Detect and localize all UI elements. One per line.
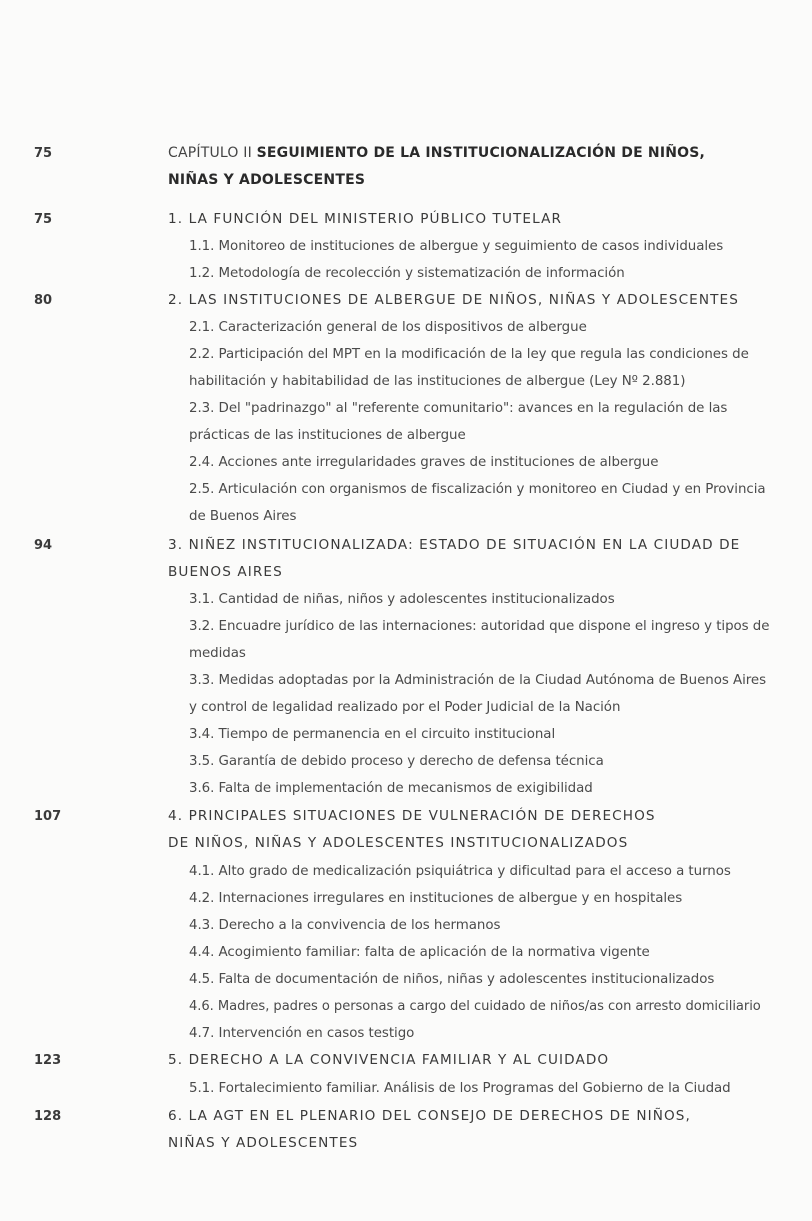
toc-section-3-continued [0, 559, 812, 586]
page-speck-mark [766, 1172, 774, 1178]
toc-subsection [0, 233, 812, 260]
toc-subsection [0, 775, 812, 802]
subsection-title: 3.6. Falta de implementación de mecanismos de exigibilidad [189, 781, 593, 796]
subsection-title: 4.4. Acogimiento familiar: falta de aplicación de la normativa vigente [189, 945, 650, 960]
subsection-title-continued: medidas [189, 646, 246, 661]
section-page-number: 123 [34, 1053, 62, 1068]
subsection-title: 2.1. Caracterización general de los dispositivos de albergue [189, 320, 587, 335]
subsection-title: 4.6. Madres, padres o personas a cargo del cuidado de niños/as con arresto domiciliario [189, 999, 761, 1014]
toc-subsection [0, 721, 812, 748]
subsection-title-continued: y control de legalidad realizado por el Poder Judicial de la Nación [189, 700, 621, 715]
section-title-continued: BUENOS AIRES [168, 564, 283, 580]
toc-subsection [0, 260, 812, 287]
toc-section-5 [0, 1047, 812, 1074]
section-page-number: 75 [34, 212, 53, 227]
section-title-continued: NIÑAS Y ADOLESCENTES [168, 1135, 359, 1151]
subsection-title: 4.1. Alto grado de medicalización psiquiátrica y dificultad para el acceso a turnos [189, 864, 731, 879]
section-title: 3. NIÑEZ INSTITUCIONALIZADA: ESTADO DE SITUACIÓN EN LA CIUDAD DE [168, 537, 741, 553]
subsection-title: 3.5. Garantía de debido proceso y derecho de defensa técnica [189, 754, 604, 769]
chapter-title-line-2: NIÑAS Y ADOLESCENTES [168, 172, 366, 188]
toc-subsection [0, 1075, 812, 1102]
toc-subsection [0, 939, 812, 966]
chapter-title-line-1: SEGUIMIENTO DE LA INSTITUCIONALIZACIÓN DE NIÑOS, [256, 145, 706, 161]
toc-subsection-continued [0, 640, 812, 667]
subsection-title: 4.5. Falta de documentación de niños, niñas y adolescentes institucionalizados [189, 972, 715, 987]
toc-subsection [0, 748, 812, 775]
section-title: 4. PRINCIPALES SITUACIONES DE VULNERACIÓN DE DERECHOS [168, 808, 656, 824]
chapter-page-number: 75 [34, 146, 53, 161]
chapter-heading-line-2 [0, 167, 812, 194]
chapter-prefix: CAPÍTULO II [168, 145, 252, 161]
toc-subsection [0, 966, 812, 993]
toc-subsection [0, 586, 812, 613]
toc-subsection [0, 858, 812, 885]
section-page-number: 94 [34, 538, 53, 553]
subsection-title-continued: prácticas de las instituciones de albergue [189, 428, 466, 443]
subsection-title: 2.4. Acciones ante irregularidades graves de instituciones de albergue [189, 455, 659, 470]
toc-section-6-continued [0, 1130, 812, 1157]
toc-subsection-continued [0, 422, 812, 449]
toc-subsection [0, 993, 812, 1020]
toc-subsection [0, 885, 812, 912]
toc-subsection-continued [0, 503, 812, 530]
subsection-title: 2.5. Articulación con organismos de fiscalización y monitoreo en Ciudad y en Provincia [189, 482, 766, 497]
section-title: 1. LA FUNCIÓN DEL MINISTERIO PÚBLICO TUTELAR [168, 211, 563, 227]
toc-subsection [0, 449, 812, 476]
subsection-title: 3.1. Cantidad de niñas, niños y adolescentes institucionalizados [189, 592, 615, 607]
subsection-title: 4.7. Intervención en casos testigo [189, 1026, 415, 1041]
toc-section-4-continued [0, 830, 812, 857]
toc-subsection-continued [0, 368, 812, 395]
section-title: 2. LAS INSTITUCIONES DE ALBERGUE DE NIÑOS, NIÑAS Y ADOLESCENTES [168, 292, 739, 308]
toc-subsection [0, 314, 812, 341]
subsection-title: 2.3. Del "padrinazgo" al "referente comunitario": avances en la regulación de las [189, 401, 728, 416]
subsection-title: 3.4. Tiempo de permanencia en el circuito institucional [189, 727, 556, 742]
subsection-title: 1.1. Monitoreo de instituciones de albergue y seguimiento de casos individuales [189, 239, 724, 254]
subsection-title: 1.2. Metodología de recolección y sistematización de información [189, 266, 625, 281]
toc-subsection [0, 667, 812, 694]
subsection-title: 5.1. Fortalecimiento familiar. Análisis de los Programas del Gobierno de la Ciudad [189, 1081, 731, 1096]
subsection-title: 2.2. Participación del MPT en la modificación de la ley que regula las condiciones de [189, 347, 749, 362]
section-title-continued: DE NIÑOS, NIÑAS Y ADOLESCENTES INSTITUCIONALIZADOS [168, 835, 629, 851]
toc-subsection [0, 613, 812, 640]
section-title: 6. LA AGT EN EL PLENARIO DEL CONSEJO DE DERECHOS DE NIÑOS, [168, 1108, 691, 1124]
subsection-title: 3.2. Encuadre jurídico de las internaciones: autoridad que dispone el ingreso y tipos de [189, 619, 770, 634]
subsection-title-continued: habilitación y habitabilidad de las instituciones de albergue (Ley Nº 2.881) [189, 374, 686, 389]
section-page-number: 107 [34, 809, 62, 824]
section-page-number: 128 [34, 1109, 62, 1124]
toc-section-3 [0, 532, 812, 559]
toc-subsection [0, 395, 812, 422]
subsection-title: 4.2. Internaciones irregulares en instituciones de albergue y en hospitales [189, 891, 683, 906]
toc-subsection [0, 476, 812, 503]
toc-subsection [0, 1020, 812, 1047]
toc-section-2 [0, 287, 812, 314]
toc-subsection-continued [0, 694, 812, 721]
subsection-title-continued: de Buenos Aires [189, 509, 297, 524]
subsection-title: 3.3. Medidas adoptadas por la Administración de la Ciudad Autónoma de Buenos Aires [189, 673, 767, 688]
toc-subsection [0, 912, 812, 939]
subsection-title: 4.3. Derecho a la convivencia de los hermanos [189, 918, 501, 933]
section-title: 5. DERECHO A LA CONVIVENCIA FAMILIAR Y AL CUIDADO [168, 1052, 610, 1068]
toc-section-6 [0, 1103, 812, 1130]
section-page-number: 80 [34, 293, 53, 308]
chapter-heading-line-1 [0, 140, 812, 167]
toc-subsection [0, 341, 812, 368]
toc-section-1 [0, 206, 812, 233]
toc-section-4 [0, 803, 812, 830]
